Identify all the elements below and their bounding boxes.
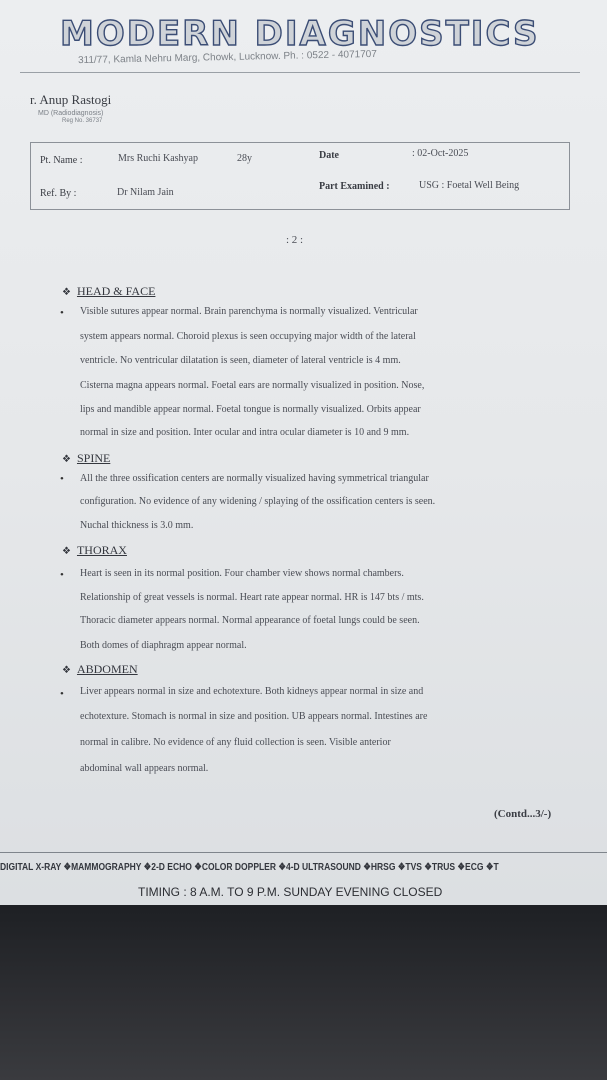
- section-heading-spine: ❖ SPINE: [62, 451, 111, 465]
- report-line: system appears normal. Choroid plexus is seen occupying major width of the lateral: [80, 331, 416, 342]
- patient-age-value: 28y: [237, 153, 252, 164]
- date-label: Date: [319, 150, 339, 161]
- report-line: normal in calibre. No evidence of any fluid collection is seen. Visible anterior: [80, 737, 391, 748]
- report-line: Relationship of great vessels is normal. Heart rate appear normal. HR is 147 bts / mts.: [80, 592, 424, 603]
- ref-by-value: Dr Nilam Jain: [117, 187, 174, 198]
- report-line: Heart is seen in its normal position. Four chamber view shows normal chambers.: [80, 568, 404, 579]
- doctor-qualification: MD (Radiodiagnosis): [38, 110, 104, 117]
- report-line: Thoracic diameter appears normal. Normal appearance of foetal lungs could be seen.: [80, 615, 420, 626]
- part-examined-label: Part Examined :: [319, 181, 390, 192]
- bullet-icon: •: [60, 569, 64, 581]
- section-heading-abdomen: ❖ ABDOMEN: [62, 662, 138, 676]
- report-line: echotexture. Stomach is normal in size and position. UB appears normal. Intestines are: [80, 711, 428, 722]
- doctor-reg-no: Reg No. 36737: [62, 118, 103, 124]
- diamond-bullet-icon: ❖: [62, 665, 71, 676]
- report-line: ventricle. No ventricular dilatation is seen, diameter of lateral ventricle is 4 mm.: [80, 355, 401, 366]
- patient-name-label: Pt. Name :: [40, 155, 83, 166]
- diamond-bullet-icon: ❖: [62, 546, 71, 557]
- report-line: Nuchal thickness is 3.0 mm.: [80, 520, 194, 531]
- section-heading-head-face: ❖ HEAD & FACE: [62, 284, 156, 298]
- clinic-address: 311/77, Kamla Nehru Marg, Chowk, Lucknow. Ph. : 0522 - 4071707: [77, 48, 377, 67]
- diamond-bullet-icon: ❖: [62, 454, 71, 465]
- services-list: DIGITAL X-RAY ❖MAMMOGRAPHY ❖2-D ECHO ❖COLOR DOPPLER ❖4-D ULTRASOUND ❖HRSG ❖TVS ❖TRUS ❖ECG ❖T: [0, 862, 499, 873]
- bullet-icon: •: [60, 473, 64, 485]
- page-number: : 2 :: [286, 234, 304, 246]
- footer-divider: [0, 852, 607, 853]
- diamond-bullet-icon: ❖: [62, 287, 71, 298]
- bullet-icon: •: [60, 307, 64, 319]
- patient-name-value: Mrs Ruchi Kashyap: [118, 153, 198, 164]
- report-line: Visible sutures appear normal. Brain parenchyma is normally visualized. Ventricular: [80, 306, 418, 317]
- bullet-icon: •: [60, 688, 64, 700]
- report-line: All the three ossification centers are normally visualized having symmetrical triangular: [80, 473, 429, 484]
- report-line: lips and mandible appear normal. Foetal tongue is normally visualized. Orbits appear: [80, 404, 421, 415]
- part-examined-value: USG : Foetal Well Being: [419, 180, 520, 191]
- clinic-name: MODERN DIAGNOSTICS: [60, 14, 540, 54]
- report-line: Cisterna magna appears normal. Foetal ears are normally visualized in position. Nose,: [80, 380, 425, 391]
- report-line: Both domes of diaphragm appear normal.: [80, 640, 247, 651]
- ref-by-label: Ref. By :: [40, 188, 77, 199]
- patient-info-box: [30, 142, 570, 210]
- header-divider: [20, 72, 580, 73]
- section-heading-thorax: ❖ THORAX: [62, 543, 127, 557]
- timing-note: TIMING : 8 A.M. TO 9 P.M. SUNDAY EVENING CLOSED: [138, 885, 443, 899]
- report-line: normal in size and position. Inter ocular and intra ocular diameter is 10 and 9 mm.: [80, 427, 410, 438]
- continued-note: (Contd...3/-): [494, 808, 552, 820]
- report-line: abdominal wall appears normal.: [80, 763, 209, 774]
- report-line: configuration. No evidence of any widening / splaying of the ossification centers is seen.: [80, 496, 436, 507]
- report-line: Liver appears normal in size and echotexture. Both kidneys appear normal in size and: [80, 686, 424, 697]
- date-value: : 02-Oct-2025: [412, 148, 469, 159]
- background-surface: [0, 905, 607, 1080]
- doctor-name: r. Anup Rastogi: [30, 92, 112, 107]
